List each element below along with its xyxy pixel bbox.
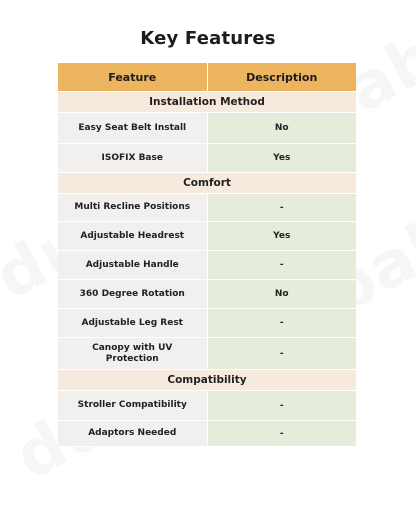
feature-cell: Adjustable Leg Rest <box>58 309 207 338</box>
table-row <box>58 421 356 447</box>
section-row <box>58 370 356 391</box>
feature-cell: Easy Seat Belt Install <box>58 113 207 144</box>
description-cell: - <box>207 421 356 447</box>
description-column-header: Description <box>207 63 356 92</box>
features-table <box>58 63 356 447</box>
section-row <box>58 173 356 194</box>
feature-column-header: Feature <box>58 63 207 92</box>
feature-cell: Adjustable Handle <box>58 251 207 280</box>
header-row <box>58 63 356 92</box>
description-cell: Yes <box>207 144 356 173</box>
table-row <box>58 338 356 370</box>
feature-cell: Adaptors Needed <box>58 421 207 447</box>
description-cell: - <box>207 309 356 338</box>
feature-cell: Multi Recline Positions <box>58 194 207 222</box>
section-title: Compatibility <box>58 370 356 391</box>
table-row <box>58 391 356 421</box>
section-title: Comfort <box>58 173 356 194</box>
description-cell: - <box>207 251 356 280</box>
table-row <box>58 194 356 222</box>
description-cell: - <box>207 194 356 222</box>
feature-cell: ISOFIX Base <box>58 144 207 173</box>
table-row <box>58 251 356 280</box>
feature-cell: Stroller Compatibility <box>58 391 207 421</box>
feature-cell: Canopy with UV Protection <box>58 338 207 370</box>
table-row <box>58 144 356 173</box>
description-cell: Yes <box>207 222 356 251</box>
table-row <box>58 113 356 144</box>
page-title: Key Features <box>140 28 276 49</box>
table-row <box>58 309 356 338</box>
feature-cell: Adjustable Headrest <box>58 222 207 251</box>
table-row <box>58 280 356 309</box>
description-cell: - <box>207 338 356 370</box>
section-row <box>58 92 356 113</box>
description-cell: No <box>207 113 356 144</box>
feature-cell: 360 Degree Rotation <box>58 280 207 309</box>
table-row <box>58 222 356 251</box>
description-cell: No <box>207 280 356 309</box>
section-title: Installation Method <box>58 92 356 113</box>
description-cell: - <box>207 391 356 421</box>
